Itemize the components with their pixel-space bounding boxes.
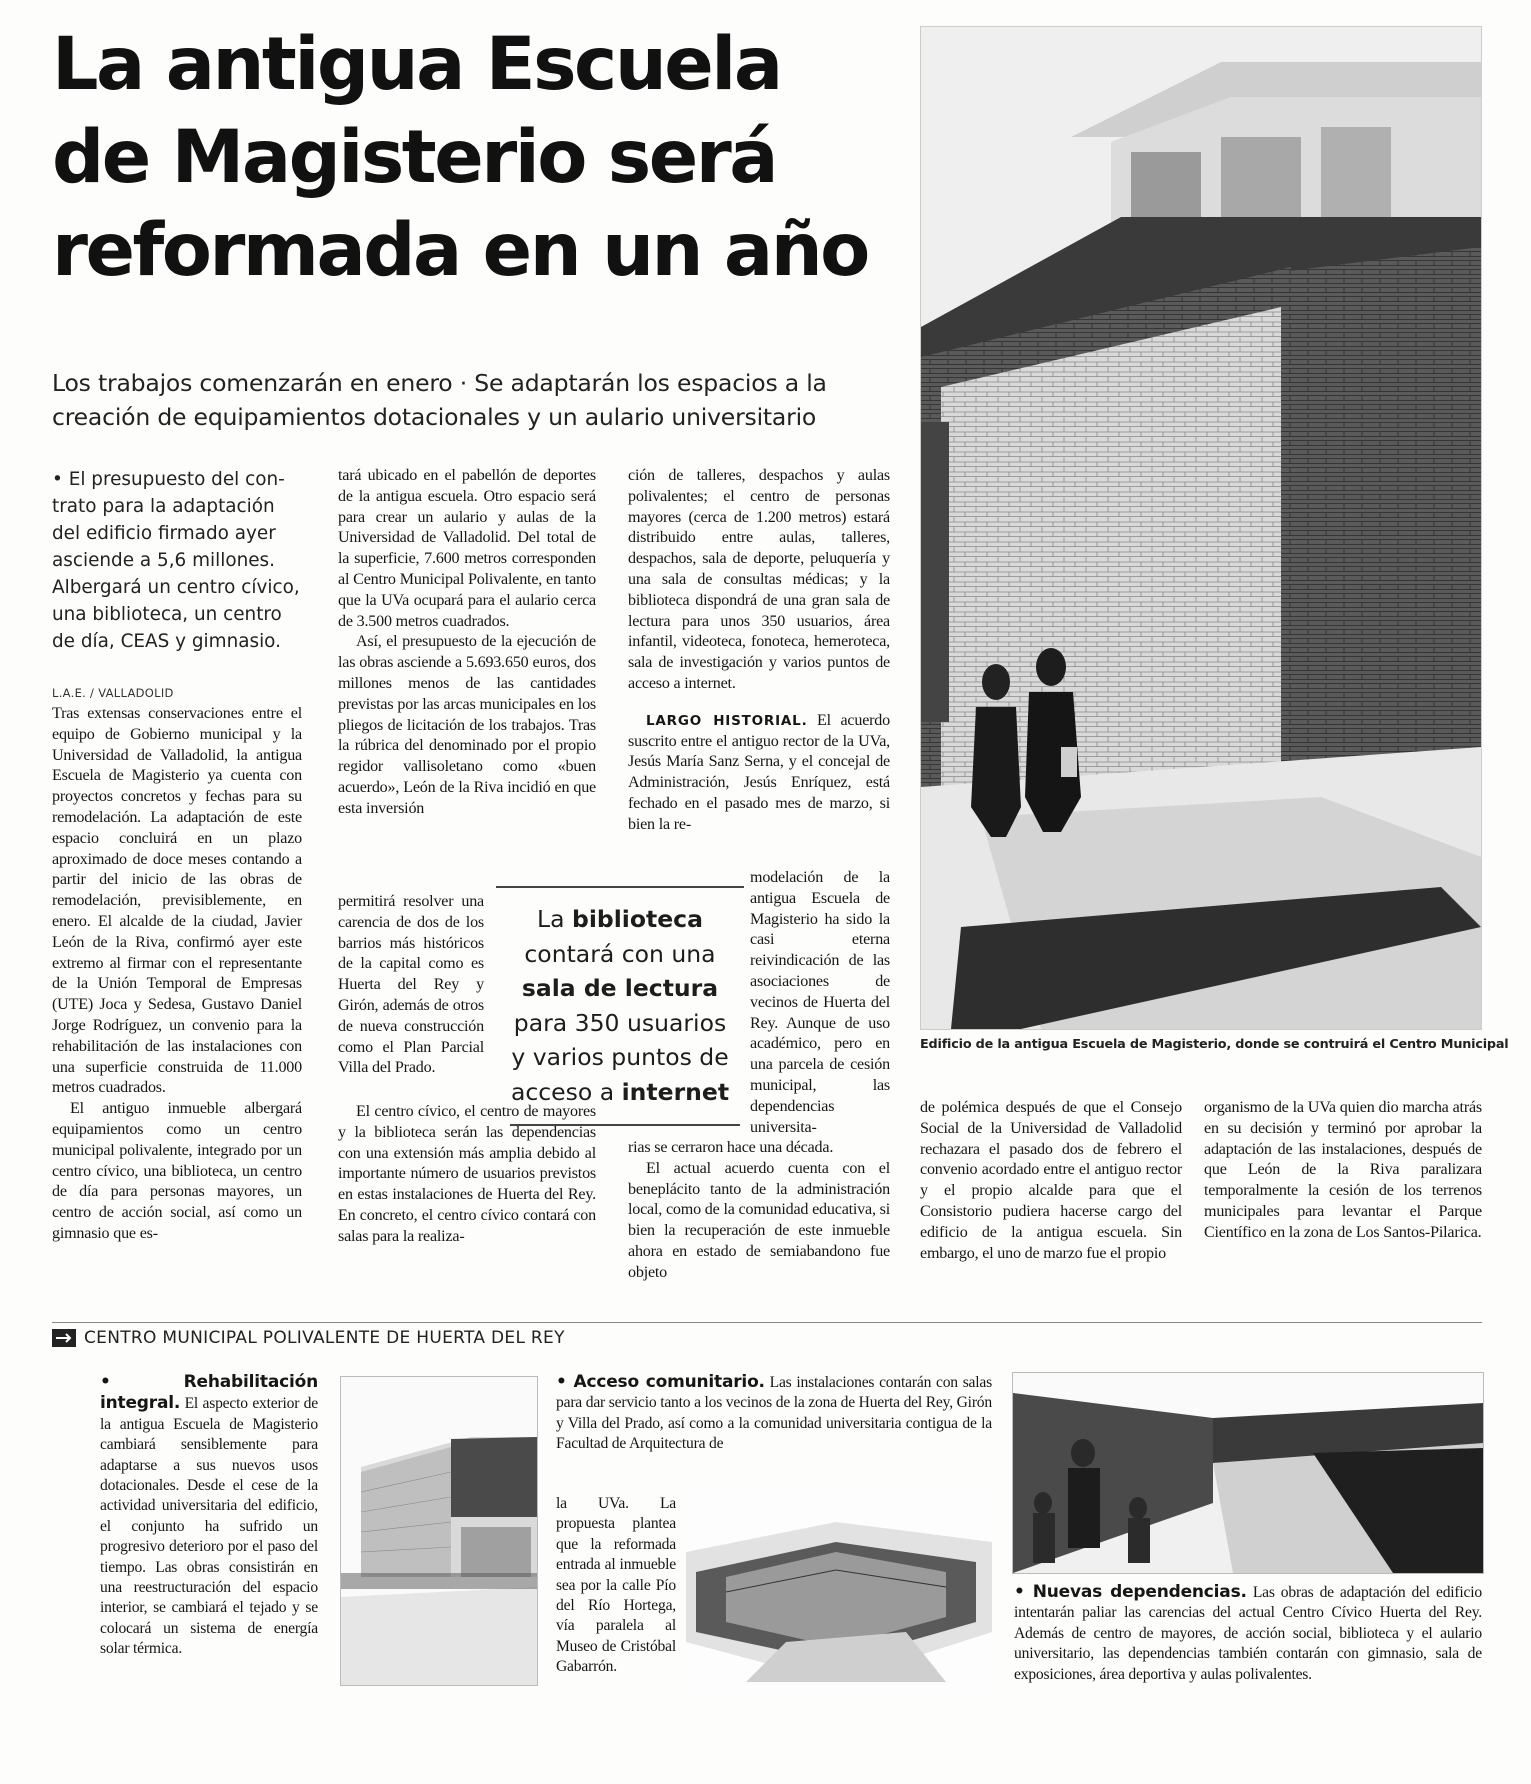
summary-line: • El presupuesto del con- (52, 469, 285, 490)
article-column-3 (628, 466, 890, 836)
summary-line: de día, CEAS y gimnasio. (52, 631, 281, 652)
article-column-5 (1204, 1098, 1482, 1244)
paragraph: El centro cívico, el centro de mayores y la biblioteca serán las dependencias con una extensión más amplia debido al importante número de usuarios previstos en estas instalaciones de Huerta del Rey. En concreto, el centro cívico contará con salas para la realiza- (338, 1103, 596, 1245)
info-box-new-facilities (1014, 1582, 1482, 1685)
info-box-access-continued (556, 1494, 676, 1678)
summary-line: del edificio firmado ayer (52, 523, 276, 544)
paragraph: Tras extensas conservaciones entre el equipo de Gobierno municipal y la Universidad de Valladolid, la antigua Escuela de Magisterio ya cuenta con proyectos concretos y fechas para su remodelación. La adaptación de este espacio concluirá en un plazo aproximado de doce meses contando a partir del inicio de las obras de remodelación, previsiblemente, en enero. El alcalde de la ciudad, Javier León de la Riva, confirmó ayer este extremo al firmar con el representante de la Unión Temporal de Empresas (UTE) Joca y Sedesa, Gustavo Daniel Jorge Rodríguez, un convenio para la rehabilitación de las instalaciones con una superficie construida de 11.000 metros cuadrados. (52, 705, 302, 1097)
summary-box (52, 466, 300, 655)
photo-caption: Edificio de la antigua Escuela de Magisterio, donde se contruirá el Centro Municipal (920, 1037, 1509, 1052)
paragraph: El acuerdo suscrito entre el antiguo rector de la UVa, Jesús María Sanz Serna, y el concejal de Administración, Jesús Enríquez, está fechado en el pasado mes de marzo, si bien la re- (628, 711, 890, 833)
byline: L.A.E. / VALLADOLID (52, 686, 174, 700)
summary-line: Albergará un centro cívico, (52, 577, 300, 598)
summary-line: asciende a 5,6 millones. (52, 550, 275, 571)
section-header (52, 1328, 565, 1348)
box-text: Las instalaciones contarán con salas para dar servicio tanto a los vecinos de la zona de Huerta del Rey, Girón y Villa del Prado, así como a la comunidad universitaria contigua de la Facultad de Arquitectura de (556, 1374, 993, 1453)
summary-line: trato para la adaptación (52, 496, 275, 517)
section-marker-icon (52, 1329, 76, 1347)
box-heading: • Rehabilitación integral. (100, 1372, 318, 1414)
section-heading: LARGO HISTORIAL. (646, 712, 808, 729)
section-title: CENTRO MUNICIPAL POLIVALENTE DE HUERTA DEL REY (84, 1328, 565, 1348)
pull-quote-text: para 350 usuarios (513, 1008, 727, 1037)
subheadline-line: creación de equipamientos dotacionales y un aulario universitario (52, 403, 817, 431)
headline (52, 18, 902, 297)
box-text: Las obras de adaptación del edificio intentarán paliar las carencias del actual Centro Cívico Huerta del Rey. Además de centro de mayores, de acción social, biblioteca y el aulario universitario, las dependencias también contarán con gimnasio, sala de exposiciones, área deportiva y aulas polivalentes. (1014, 1584, 1482, 1683)
article-column-2-wrap (338, 892, 484, 1079)
pull-quote-text: acceso a (510, 1077, 622, 1106)
section-divider (52, 1322, 1482, 1323)
headline-line: La antigua Escuela (52, 22, 781, 107)
paragraph: El antiguo inmueble albergará equipamientos como un centro municipal polivalente, integrado por un centro cívico, una biblioteca, un centro de día para personas mayores, un centro de acción social, así como un gimnasio que es- (52, 1100, 302, 1242)
paragraph: permitirá resolver una carencia de dos de los barrios más históricos de la capital como es Huerta del Rey y Girón, además de otros de nueva construcción como el Plan Parcial Villa del Prado. (338, 893, 484, 1077)
headline-line: reformada en un año (52, 208, 868, 293)
building-rendering-illustration (341, 1377, 537, 1685)
paragraph: modelación de la antigua Escuela de Magisterio ha sido la casi eterna reivindicación de las asociaciones de vecinos de Huerta del Rey. Aunque de uso académico, pero en una parcela de cesión municipal, las dependencias universita- (750, 869, 890, 1136)
summary-line: una biblioteca, un centro (52, 604, 282, 625)
subheadline (52, 366, 902, 434)
paragraph: tará ubicado en el pabellón de deportes de la antigua escuela. Otro espacio será para crear un aulario y aulas de la Universidad de Valladolid. Del total de la superficie, 7.600 metros corresponden al Centro Municipal Polivalente, en tanto que la UVa ocupará para el aulario cerca de 3.500 metros cuadrados. (338, 467, 596, 630)
pull-quote (496, 886, 744, 1109)
pull-quote-emphasis: biblioteca (572, 905, 703, 933)
subheadline-line: Los trabajos comenzarán en enero · Se adaptarán los espacios a la (52, 369, 827, 397)
rendering-building-exterior (340, 1376, 538, 1686)
paragraph: organismo de la UVa quien dio marcha atrás en su decisión y terminó por aprobar la adaptación de las instalaciones, después de que León de la Riva paralizara temporalmente la cesión de los terrenos municipales para levantar el Parque Científico en la zona de Los Santos-Pilarica. (1204, 1099, 1482, 1241)
box-text: la UVa. La propuesta plantea que la reformada entrada al inmueble sea por la calle Pío del Río Hortega, vía paralela al Museo de Cristóbal Gabarrón. (556, 1495, 676, 1676)
pull-quote-rule (510, 1124, 740, 1126)
pull-quote-text: contará con una (524, 939, 716, 968)
article-column-4 (920, 1098, 1182, 1264)
article-column-3-bottom (628, 1138, 890, 1284)
pull-quote-text: y varios puntos de (511, 1043, 729, 1071)
box-text: El aspecto exterior de la antigua Escuela de Magisterio cambiará sensiblemente para adaptarse a sus nuevos usos dotacionales. Desde el cese de la actividad universitaria del edificio, el conjunto ha sufrido un progresivo deterioro por el paso del tiempo. Las obras consistirán en una reestructuración del espacio interior, se cambiará el tejado y se colocará un sistema de energía solar térmica. (100, 1395, 318, 1658)
paragraph: de polémica después de que el Consejo Social de la Universidad de Valladolid rechazara el pasado dos de febrero el convenio acordado entre el antiguo rector y el propio alcalde para que el Consistorio pudiera hacerse cargo del edificio de la antigua escuela. Sin embargo, el uno de marzo fue el propio (920, 1099, 1182, 1262)
article-column-3-wrap (750, 868, 890, 1138)
main-photo (920, 26, 1482, 1030)
article-column-1 (52, 704, 302, 1245)
paragraph: ción de talleres, despachos y aulas polivalentes; el centro de personas mayores (cerca de 1.200 metros) estará distribuido entre aulas, talleres, despachos, sala de deporte, peluquería y una sala de consultas médicas; y la biblioteca dispondrá de una gran sala de lectura para unos 350 usuarios, área infantil, videoteca, fonoteca, hemeroteca, sala de investigación y varios puntos de acceso a internet. (628, 467, 890, 692)
article-column-2 (338, 466, 596, 820)
paragraph: El actual acuerdo cuenta con el beneplácito tanto de la administración local, como de la comunidad educativa, si bien la recuperación de este inmueble ahora en estado de semiabandono fue objeto (628, 1159, 890, 1281)
paragraph: rias se cerraron hace una década. (628, 1139, 834, 1156)
pull-quote-emphasis: internet (621, 1077, 730, 1106)
courtyard-photo-illustration (1013, 1373, 1483, 1573)
building-photo-illustration (921, 27, 1481, 1029)
rendering-entrance (686, 1482, 992, 1690)
entrance-rendering-illustration (686, 1482, 992, 1690)
photo-courtyard (1012, 1372, 1484, 1574)
headline-line: de Magisterio será (52, 115, 777, 200)
box-heading: • Acceso comunitario. (556, 1372, 765, 1392)
pull-quote-emphasis: sala de lectura (521, 974, 719, 1002)
info-box-access (556, 1372, 992, 1455)
paragraph: Así, el presupuesto de la ejecución de las obras asciende a 5.693.650 euros, dos millones menos de las cantidades previstas por las arcas municipales en los pliegos de licitación de los trabajos. Tras la rúbrica del denominado por el propio regidor vallisoletano como «buen acuerdo», León de la Riva incidió en que esta inversión (338, 633, 596, 817)
box-heading: • Nuevas dependencias. (1014, 1582, 1247, 1602)
pull-quote-text: La (537, 905, 573, 933)
info-box-rehabilitation (100, 1372, 318, 1660)
